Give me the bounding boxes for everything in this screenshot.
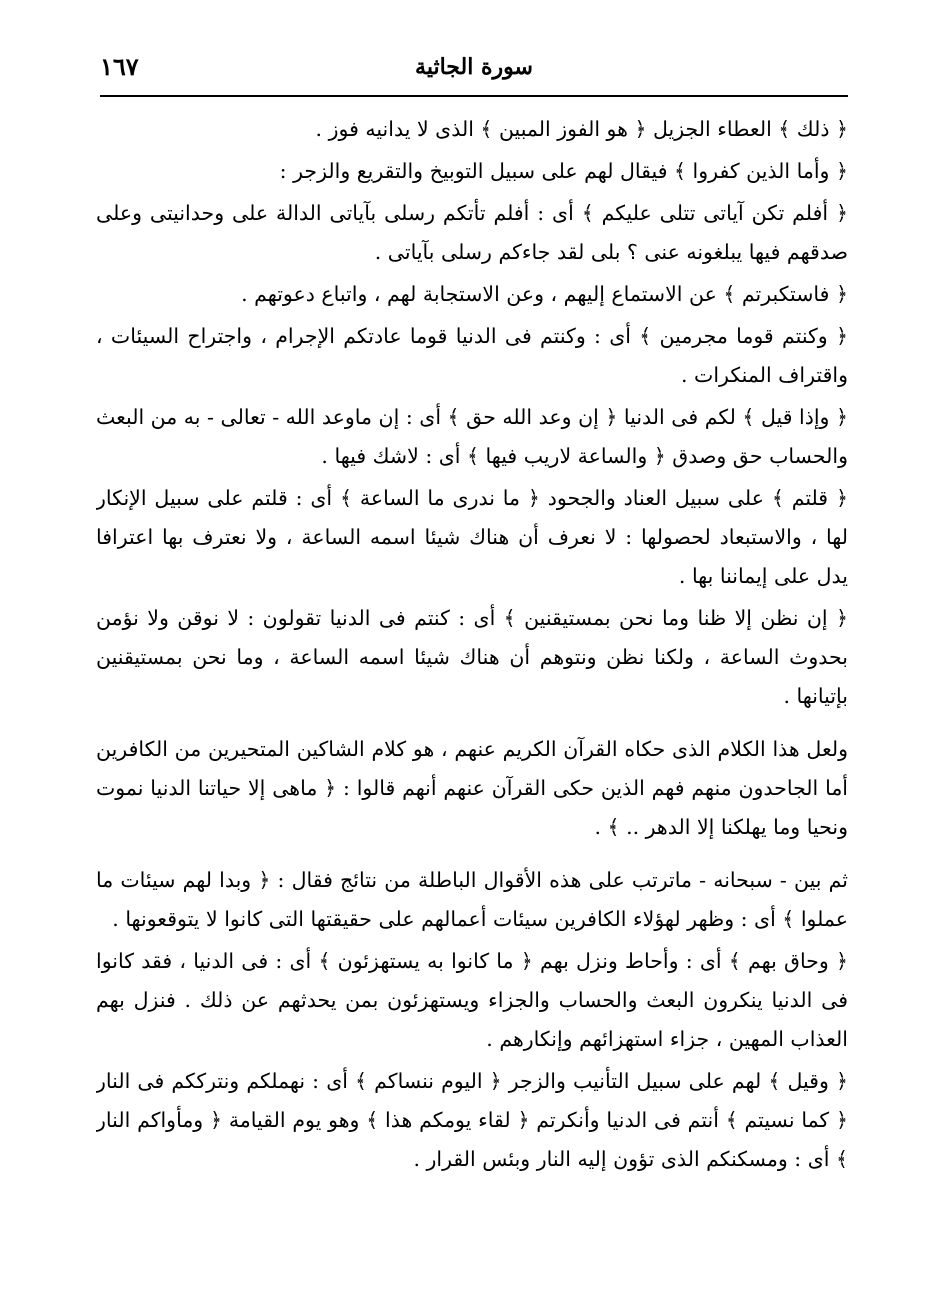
page-number: ١٦٧	[100, 52, 139, 81]
paragraph: ﴿ فاستكبرتم ﴾ عن الاستماع إليهم ، وعن الاستجابة لهم ، واتباع دعوتهم .	[241, 282, 848, 306]
paragraph: ثم بين - سبحانه - ماترتب على هذه الأقوال الباطلة من نتائج فقال : ﴿ وبدا لهم سيئات ما عملوا ﴾ أى : وظهر لهؤلاء الكافرين سيئات أعمالهم على حقيقتها التى كانوا لا يتوقعونها .	[96, 868, 848, 931]
paragraph: ﴿ وكنتم قوما مجرمين ﴾ أى : وكنتم فى الدنيا قوما عادتكم الإجرام ، واجتراح السيئات ، واقتراف المنكرات .	[96, 324, 848, 387]
paragraph: ولعل هذا الكلام الذى حكاه القرآن الكريم عنهم ، هو كلام الشاكين المتحيرين من الكافرين أما الجاحدون منهم فهم الذين حكى القرآن عنهم أنهم قالوا : ﴿ ماهى إلا حياتنا الدنيا نموت ونحيا وما يهلكنا إلا الدهر .. ﴾ .	[96, 737, 848, 839]
paragraph: ﴿ إن نظن إلا ظنا وما نحن بمستيقنين ﴾ أى : كنتم فى الدنيا تقولون : لا نوقن ولا نؤمن بحدوث الساعة ، ولكنا نظن ونتوهم أن هناك شيئا اسمه الساعة ، وما نحن بمستيقنين بإتيانها .	[96, 606, 848, 708]
header-divider	[100, 95, 848, 97]
paragraph: ﴿ وقيل ﴾ لهم على سبيل التأنيب والزجر ﴿ اليوم ننساكم ﴾ أى : نهملكم ونترككم فى النار ﴿ كما نسيتم ﴾ أنتم فى الدنيا وأنكرتم ﴿ لقاء يومكم هذا ﴾ وهو يوم القيامة ﴿ ومأواكم النار ﴾ أى : ومسكنكم الذى تؤون إليه النار وبئس القرار .	[96, 1069, 848, 1171]
surah-title: سورة الجاثية	[415, 54, 533, 80]
paragraph: ﴿ وأما الذين كفروا ﴾ فيقال لهم على سبيل التوبيخ والتقريع والزجر :	[279, 159, 848, 183]
paragraph: ﴿ قلتم ﴾ على سبيل العناد والجحود ﴿ ما ندرى ما الساعة ﴾ أى : قلتم على سبيل الإنكار لها ، والاستبعاد لحصولها : لا نعرف أن هناك شيئا اسمه الساعة ، ولا نعترف بها اعترافا يدل على إيماننا بها .	[96, 486, 848, 588]
page-header	[100, 48, 848, 96]
paragraph: ﴿ وحاق بهم ﴾ أى : وأحاط ونزل بهم ﴿ ما كانوا به يستهزئون ﴾ أى : فى الدنيا ، فقد كانوا فى الدنيا ينكرون البعث والحساب والجزاء ويستهزئون بمن يحدثهم عن ذلك . فنزل بهم العذاب المهين ، جزاء استهزائهم وإنكارهم .	[96, 949, 848, 1051]
paragraph: ﴿ ذلك ﴾ العطاء الجزيل ﴿ هو الفوز المبين ﴾ الذى لا يدانيه فوز .	[315, 117, 848, 141]
paragraph: ﴿ وإذا قيل ﴾ لكم فى الدنيا ﴿ إن وعد الله حق ﴾ أى : إن ماوعد الله - تعالى - به من البعث والحساب حق وصدق ﴿ والساعة لاريب فيها ﴾ أى : لاشك فيها .	[96, 405, 848, 468]
paragraph: ﴿ أفلم تكن آياتى تتلى عليكم ﴾ أى : أفلم تأتكم رسلى بآياتى الدالة على وحدانيتى وعلى صدقهم فيها يبلغونه عنى ؟ بلى لقد جاءكم رسلى بآياتى .	[96, 201, 848, 264]
tafsir-body	[96, 110, 848, 1260]
